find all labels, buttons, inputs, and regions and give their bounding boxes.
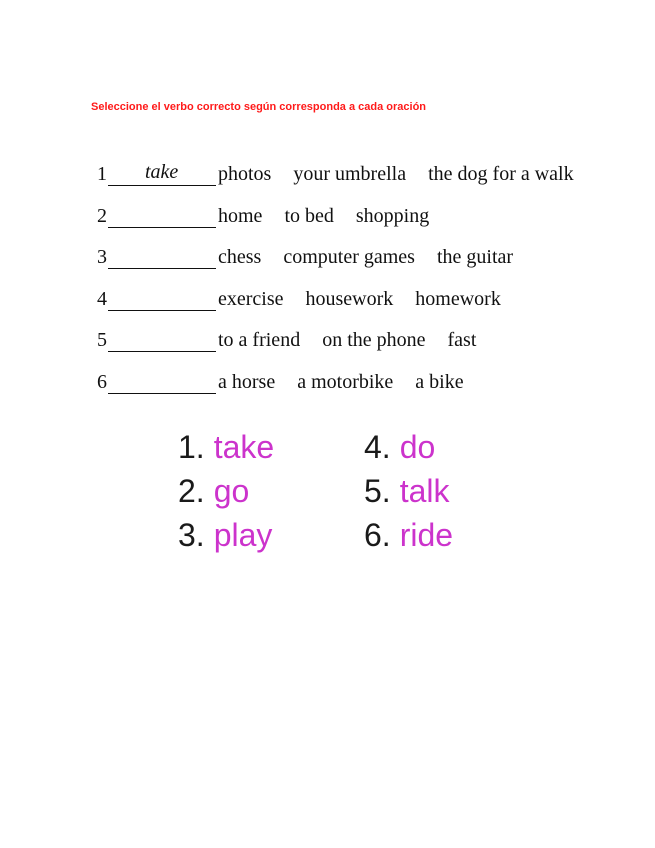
phrase: chess	[218, 246, 262, 269]
answer-number: 5.	[364, 472, 391, 509]
answer-number: 4.	[364, 428, 391, 465]
phrase: computer games	[283, 246, 415, 269]
phrase: a motorbike	[297, 370, 394, 393]
answer-blank	[108, 288, 216, 311]
answer-key-item	[364, 517, 550, 554]
answer-word: go	[213, 472, 250, 509]
answer-key-item	[178, 429, 364, 466]
row-number: 2	[97, 204, 107, 227]
exercise-row	[97, 196, 596, 238]
answer-number: 1.	[178, 428, 205, 465]
answer-key-item	[178, 473, 364, 510]
answer-key-row	[178, 425, 550, 469]
phrase: to a friend	[218, 329, 301, 352]
phrase: home	[218, 204, 263, 227]
answer-key-item	[178, 517, 364, 554]
phrase: photos	[218, 163, 272, 186]
row-number: 6	[97, 370, 107, 393]
phrase: your umbrella	[293, 163, 407, 186]
answer-key	[178, 425, 550, 557]
answer-word: ride	[399, 516, 454, 553]
exercise-row	[97, 362, 596, 404]
answer-key-item	[364, 473, 550, 510]
answer-word: play	[213, 516, 273, 553]
phrase: the guitar	[436, 246, 514, 269]
row-number: 1	[97, 163, 107, 186]
answer-word: take	[213, 428, 275, 465]
blank-answer-text: take	[145, 161, 179, 184]
answer-key-item	[364, 429, 550, 466]
exercise-row	[97, 237, 596, 279]
answer-number: 6.	[364, 516, 391, 553]
answer-number: 2.	[178, 472, 205, 509]
phrase: a bike	[415, 370, 464, 393]
answer-blank	[108, 329, 216, 352]
phrase: exercise	[218, 287, 284, 310]
row-number: 5	[97, 329, 107, 352]
phrase: the dog for a walk	[428, 163, 574, 186]
answer-word: do	[399, 428, 436, 465]
phrase: shopping	[355, 204, 430, 227]
answer-blank	[108, 371, 216, 394]
answer-blank	[108, 246, 216, 269]
row-number: 3	[97, 246, 107, 269]
phrase: fast	[447, 329, 477, 352]
phrase: homework	[415, 287, 501, 310]
answer-blank	[108, 205, 216, 228]
instruction-text: Seleccione el verbo correcto según corresponda a cada oración	[91, 101, 427, 113]
phrase: housework	[305, 287, 394, 310]
exercise-row	[97, 154, 596, 196]
row-number: 4	[97, 287, 107, 310]
answer-key-row	[178, 513, 550, 557]
exercise-row	[97, 279, 596, 321]
answer-blank	[108, 163, 216, 186]
exercise-row	[97, 320, 596, 362]
phrase: to bed	[284, 204, 334, 227]
answer-number: 3.	[178, 516, 205, 553]
exercise-list	[97, 154, 596, 403]
phrase: on the phone	[322, 329, 426, 352]
phrase: a horse	[218, 370, 276, 393]
answer-key-row	[178, 469, 550, 513]
answer-word: talk	[399, 472, 450, 509]
